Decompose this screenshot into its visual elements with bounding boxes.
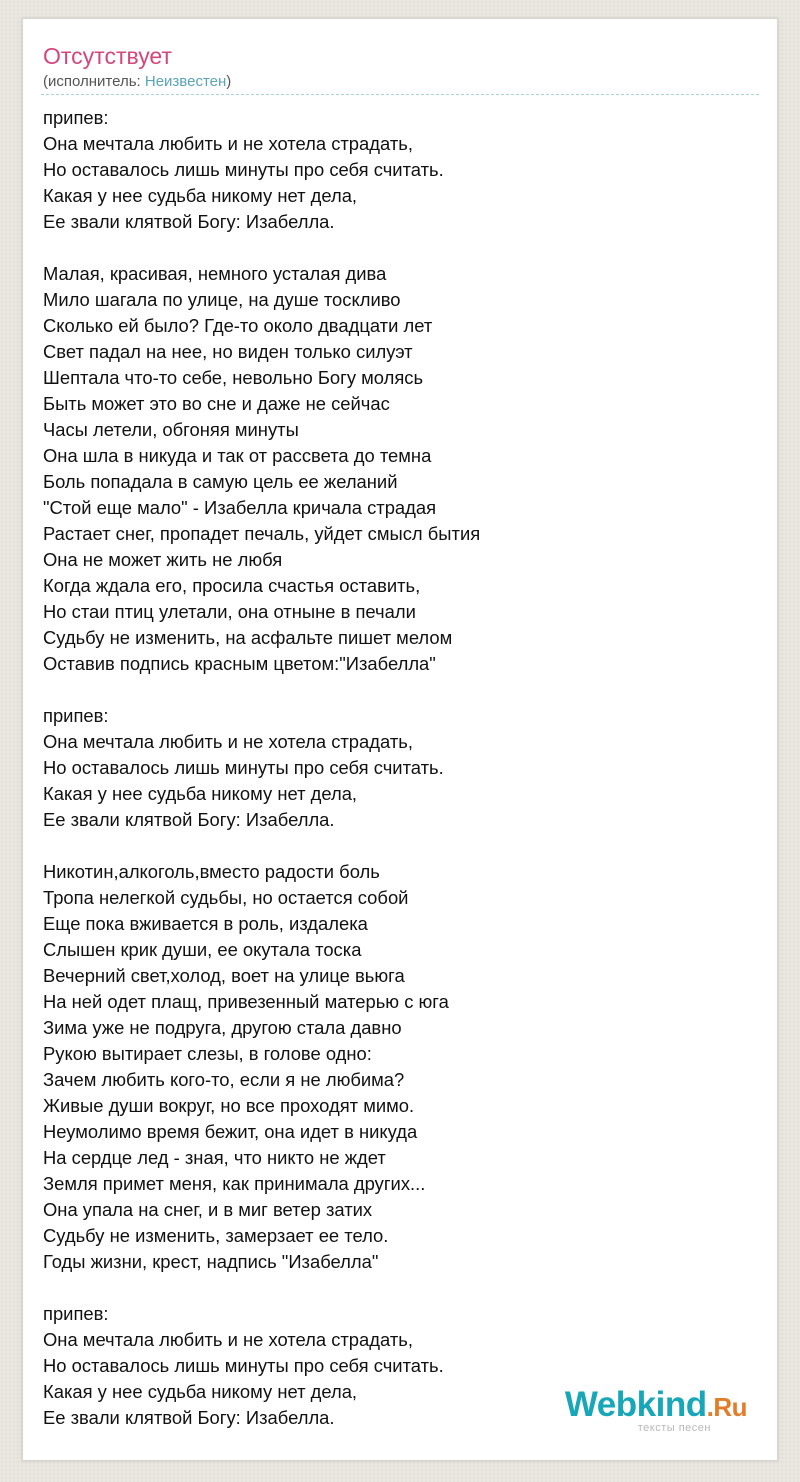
lyric-line: Живые души вокруг, но все проходят мимо. <box>43 1095 415 1116</box>
lyric-line: Боль попадала в самую цель ее желаний <box>43 471 398 492</box>
lyric-line: Часы летели, обгоняя минуты <box>43 419 299 440</box>
logo-main-text: Webkind <box>564 1385 707 1424</box>
lyric-line: Она не может жить не любя <box>43 549 283 570</box>
lyric-line: Еще пока вживается в роль, издалека <box>43 913 368 934</box>
lyric-line: Но оставалось лишь минуты про себя считать. <box>43 1355 444 1376</box>
lyric-line: припев: <box>43 705 109 726</box>
lyric-line: Когда ждала его, просила счастья оставить, <box>43 575 421 596</box>
header-divider <box>41 94 759 95</box>
lyric-line: Вечерний свет,холод, воет на улице вьюга <box>43 965 405 986</box>
lyric-line: Земля примет меня, как принимала других... <box>43 1173 426 1194</box>
lyrics-stanza <box>43 261 763 677</box>
lyric-line: Растает снег, пропадет печаль, уйдет смысл бытия <box>43 523 481 544</box>
lyrics-card <box>22 18 778 1461</box>
lyric-line: Какая у нее судьба никому нет дела, <box>43 1381 358 1402</box>
lyric-line: Малая, красивая, немного усталая дива <box>43 263 387 284</box>
lyrics-stanza <box>43 703 763 833</box>
logo-tagline: тексты песен <box>637 1422 711 1434</box>
lyric-line: "Стой еще мало" - Изабелла кричала страдая <box>43 497 437 518</box>
lyric-line: Она мечтала любить и не хотела страдать, <box>43 731 413 752</box>
lyric-line: Сколько ей было? Где-то около двадцати лет <box>43 315 433 336</box>
lyric-line: Ее звали клятвой Богу: Изабелла. <box>43 211 335 232</box>
lyric-line: Ее звали клятвой Богу: Изабелла. <box>43 1407 335 1428</box>
lyric-line: Какая у нее судьба никому нет дела, <box>43 783 358 804</box>
lyric-line: Годы жизни, крест, надпись "Изабелла" <box>43 1251 379 1272</box>
lyric-line: Но оставалось лишь минуты про себя считать. <box>43 757 444 778</box>
lyric-line: Оставив подпись красным цветом:"Изабелла" <box>43 653 436 674</box>
lyric-line: Свет падал на нее, но виден только силуэт <box>43 341 413 362</box>
lyric-line: Никотин,алкоголь,вместо радости боль <box>43 861 380 882</box>
lyric-line: Зима уже не подруга, другою стала давно <box>43 1017 402 1038</box>
lyric-line: Слышен крик души, ее окутала тоска <box>43 939 362 960</box>
logo-tld: .Ru <box>706 1392 747 1422</box>
lyric-line: Шептала что-то себе, невольно Богу молясь <box>43 367 424 388</box>
lyric-line: Рукою вытирает слезы, в голове одно: <box>43 1043 372 1064</box>
lyric-line: Она упала на снег, и в миг ветер затих <box>43 1199 373 1220</box>
lyrics-stanza <box>43 859 763 1275</box>
lyric-line: Но стаи птиц улетали, она отныне в печали <box>43 601 416 622</box>
lyric-line: припев: <box>43 1303 109 1324</box>
lyric-line: Мило шагала по улице, на душе тоскливо <box>43 289 401 310</box>
lyric-line: Неумолимо время бежит, она идет в никуда <box>43 1121 418 1142</box>
song-title: Отсутствует <box>43 43 172 69</box>
lyric-line: Тропа нелегкой судьбы, но остается собой <box>43 887 409 908</box>
artist-suffix: ) <box>226 73 232 90</box>
lyric-line: Она шла в никуда и так от рассвета до темна <box>43 445 432 466</box>
lyric-line: Зачем любить кого-то, если я не любима? <box>43 1069 405 1090</box>
lyrics-stanza <box>43 105 763 235</box>
lyric-line: Но оставалось лишь минуты про себя считать. <box>43 159 444 180</box>
logo-wordmark <box>565 1387 747 1425</box>
lyrics-body <box>43 105 763 1457</box>
lyric-line: Она мечтала любить и не хотела страдать, <box>43 1329 413 1350</box>
lyric-line: припев: <box>43 107 109 128</box>
lyric-line: Ее звали клятвой Богу: Изабелла. <box>43 809 335 830</box>
lyric-line: Судьбу не изменить, замерзает ее тело. <box>43 1225 389 1246</box>
lyric-line: Судьбу не изменить, на асфальте пишет мелом <box>43 627 453 648</box>
lyric-line: На ней одет плащ, привезенный матерью с юга <box>43 991 449 1012</box>
lyric-line: Быть может это во сне и даже не сейчас <box>43 393 390 414</box>
artist-line <box>43 73 231 90</box>
lyric-line: Какая у нее судьба никому нет дела, <box>43 185 358 206</box>
webkind-logo[interactable] <box>565 1387 747 1434</box>
lyric-line: На сердце лед - зная, что никто не ждет <box>43 1147 386 1168</box>
lyric-line: Она мечтала любить и не хотела страдать, <box>43 133 413 154</box>
artist-link[interactable]: Неизвестен <box>144 73 227 90</box>
artist-prefix: (исполнитель: <box>43 73 145 90</box>
